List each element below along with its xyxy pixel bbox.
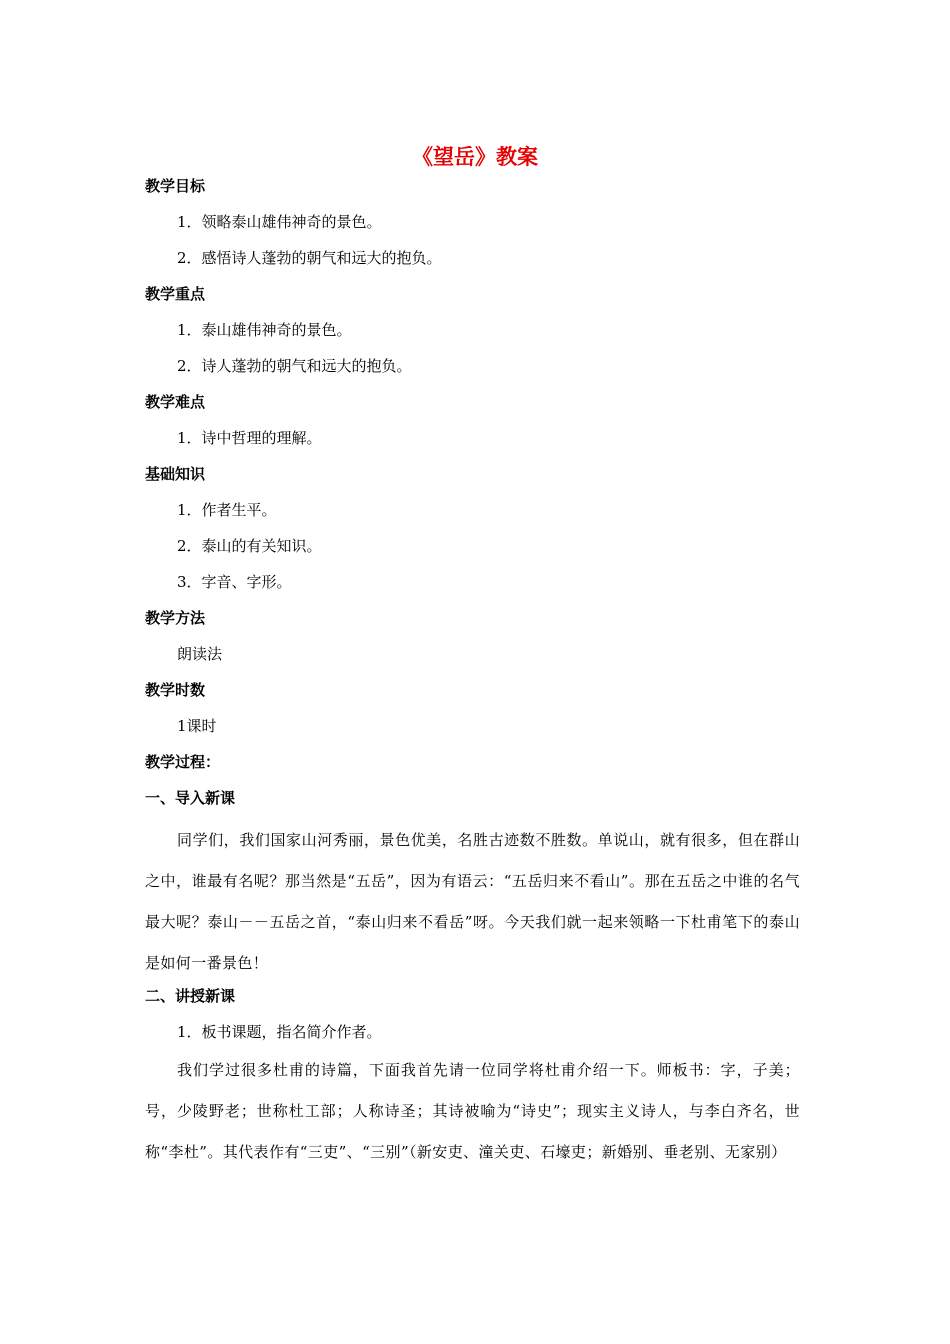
key-point-item: 2．诗人蓬勃的朝气和远大的抱负。 — [177, 357, 412, 375]
part1-paragraph: 同学们，我们国家山河秀丽，景色优美，名胜古迹数不胜数。单说山，就有很多，但在群山之中，谁最有名呢？那当然是“五岳”，因为有语云：“五岳归来不看山”。那在五岳之中谁的名气最大呢？泰山－－五岳之首，“泰山归来不看岳”呀。今天我们就一起来领略一下杜甫笔下的泰山是如何一番景色！ — [145, 831, 800, 972]
part2-paragraph: 我们学过很多杜甫的诗篇，下面我首先请一位同学将杜甫介绍一下。师板书：字，子美；号，少陵野老；世称杜工部；人称诗圣；其诗被喻为“诗史”；现实主义诗人，与李白齐名，世称“李杜”。其代表作有“三吏”、“三别”（新安吏、潼关吏、石壕吏；新婚别、垂老别、无家别） — [145, 1061, 800, 1161]
section-heading-difficulties: 教学难点 — [145, 393, 206, 411]
part2-item: 1．板书课题，指名简介作者。 — [177, 1023, 382, 1041]
section-heading-basics: 基础知识 — [145, 465, 206, 483]
difficulty-item: 1．诗中哲理的理解。 — [177, 429, 322, 447]
key-point-item: 1．泰山雄伟神奇的景色。 — [177, 321, 352, 339]
goal-item: 2．感悟诗人蓬勃的朝气和远大的抱负。 — [177, 249, 442, 267]
section-heading-method: 教学方法 — [145, 609, 206, 627]
document-title: 《望岳》教案 — [412, 145, 538, 169]
section-heading-part2: 二、讲授新课 — [145, 987, 236, 1005]
section-heading-part1: 一、导入新课 — [145, 789, 236, 807]
section-heading-hours: 教学时数 — [145, 681, 206, 699]
basics-item: 2．泰山的有关知识。 — [177, 537, 322, 555]
hours-item: 1课时 — [177, 717, 217, 735]
goal-item: 1．领略泰山雄伟神奇的景色。 — [177, 213, 382, 231]
basics-item: 1．作者生平。 — [177, 501, 277, 519]
method-item: 朗读法 — [177, 645, 223, 663]
section-heading-goals: 教学目标 — [145, 177, 206, 195]
document-body — [145, 172, 800, 1167]
basics-item: 3．字音、字形。 — [177, 573, 292, 591]
section-heading-process: 教学过程： — [145, 753, 221, 771]
section-heading-key-points: 教学重点 — [145, 285, 206, 303]
